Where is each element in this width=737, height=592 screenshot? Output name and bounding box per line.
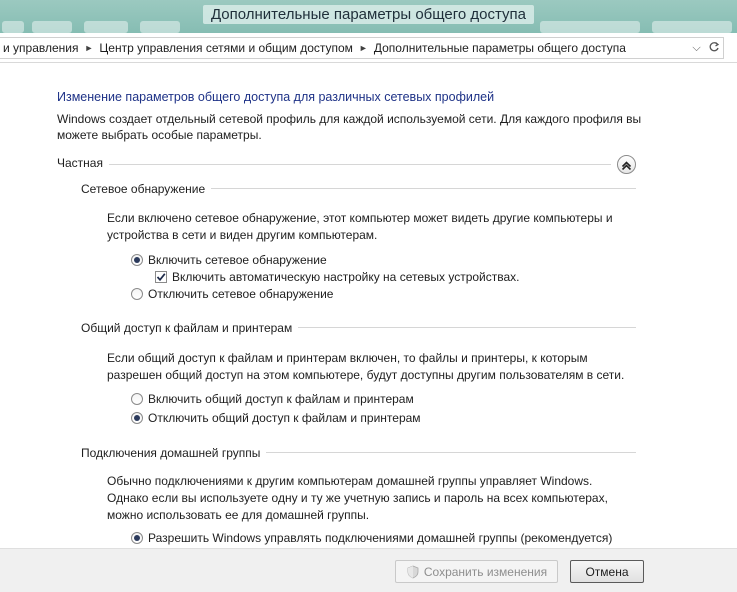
chevron-right-icon[interactable]: ► xyxy=(358,43,368,53)
section-title-network-discovery: Сетевое обнаружение xyxy=(81,182,211,196)
section-text-file-sharing: Если общий доступ к файлам и принтерам включен, то файлы и принтеры, к которым разрешен общий доступ на этом компьютере, будут доступны другим пользователям в сети. xyxy=(107,351,625,382)
shield-icon xyxy=(406,565,420,579)
settings-panel xyxy=(0,64,737,548)
divider xyxy=(258,452,636,453)
radio-button[interactable] xyxy=(131,412,143,424)
checkbox-label[interactable]: Включить автоматическую настройку на сетевых устройствах. xyxy=(172,270,520,284)
radio-label[interactable]: Отключить общий доступ к файлам и принтерам xyxy=(148,411,421,425)
divider xyxy=(298,327,636,328)
chevron-up-icon xyxy=(621,159,632,170)
radio-file-sharing-off[interactable] xyxy=(131,410,421,426)
radio-label[interactable]: Отключить сетевое обнаружение xyxy=(148,287,334,301)
refresh-icon[interactable] xyxy=(708,41,720,56)
checkmark-icon xyxy=(156,272,166,282)
radio-button[interactable] xyxy=(131,532,143,544)
save-changes-label: Сохранить изменения xyxy=(423,564,548,579)
section-title-homegroup: Подключения домашней группы xyxy=(81,446,266,460)
cancel-label: Отмена xyxy=(585,564,629,579)
checkbox[interactable] xyxy=(155,271,167,283)
window-title: Дополнительные параметры общего доступа xyxy=(203,5,534,24)
page-description: Windows создает отдельный сетевой профиль для каждой используемой сети. Для каждого профиля вы можете выбрать особые параметры. xyxy=(57,112,642,142)
save-changes-button[interactable] xyxy=(395,560,558,583)
address-bar xyxy=(0,33,737,63)
chevron-down-icon[interactable]: ⌵ xyxy=(692,41,701,54)
profile-header-private[interactable] xyxy=(57,154,637,174)
profile-label: Частная xyxy=(57,156,109,170)
title-bar xyxy=(0,0,737,33)
footer-bar xyxy=(0,548,737,592)
radio-label[interactable]: Включить общий доступ к файлам и принтерам xyxy=(148,392,414,406)
radio-network-discovery-off[interactable] xyxy=(131,286,333,302)
radio-button[interactable] xyxy=(131,254,143,266)
radio-file-sharing-on[interactable] xyxy=(131,391,414,407)
section-text-homegroup: Обычно подключениями к другим компьютерам домашней группы управляет Windows. Однако если вы используете одну и ту же учетную запись и пароль на всех компьютерах, можно использовать ее для домашней группы. xyxy=(107,474,608,522)
breadcrumb[interactable] xyxy=(0,37,724,59)
section-title-file-sharing: Общий доступ к файлам и принтерам xyxy=(81,321,298,335)
breadcrumb-item[interactable]: Центр управления сетями и общим доступом xyxy=(99,41,353,55)
chevron-right-icon[interactable]: ► xyxy=(84,43,94,53)
radio-label[interactable]: Включить сетевое обнаружение xyxy=(148,253,327,267)
breadcrumb-item[interactable]: и управления xyxy=(3,41,79,55)
breadcrumb-item[interactable]: Дополнительные параметры общего доступа xyxy=(373,41,626,55)
divider xyxy=(97,164,611,165)
radio-label[interactable]: Разрешить Windows управлять подключениями домашней группы (рекомендуется) xyxy=(148,531,613,545)
radio-network-discovery-on[interactable] xyxy=(131,252,327,268)
radio-homegroup-windows[interactable] xyxy=(131,530,612,546)
radio-button[interactable] xyxy=(131,288,143,300)
radio-button[interactable] xyxy=(131,393,143,405)
collapse-button[interactable] xyxy=(617,155,636,174)
cancel-button[interactable] xyxy=(570,560,644,583)
page-title: Изменение параметров общего доступа для различных сетевых профилей xyxy=(57,90,495,104)
checkbox-auto-setup[interactable] xyxy=(155,269,520,285)
section-text-network-discovery: Если включено сетевое обнаружение, этот компьютер может видеть другие компьютеры и устройства в сети и виден другим компьютерам. xyxy=(107,211,613,242)
divider xyxy=(210,188,636,189)
